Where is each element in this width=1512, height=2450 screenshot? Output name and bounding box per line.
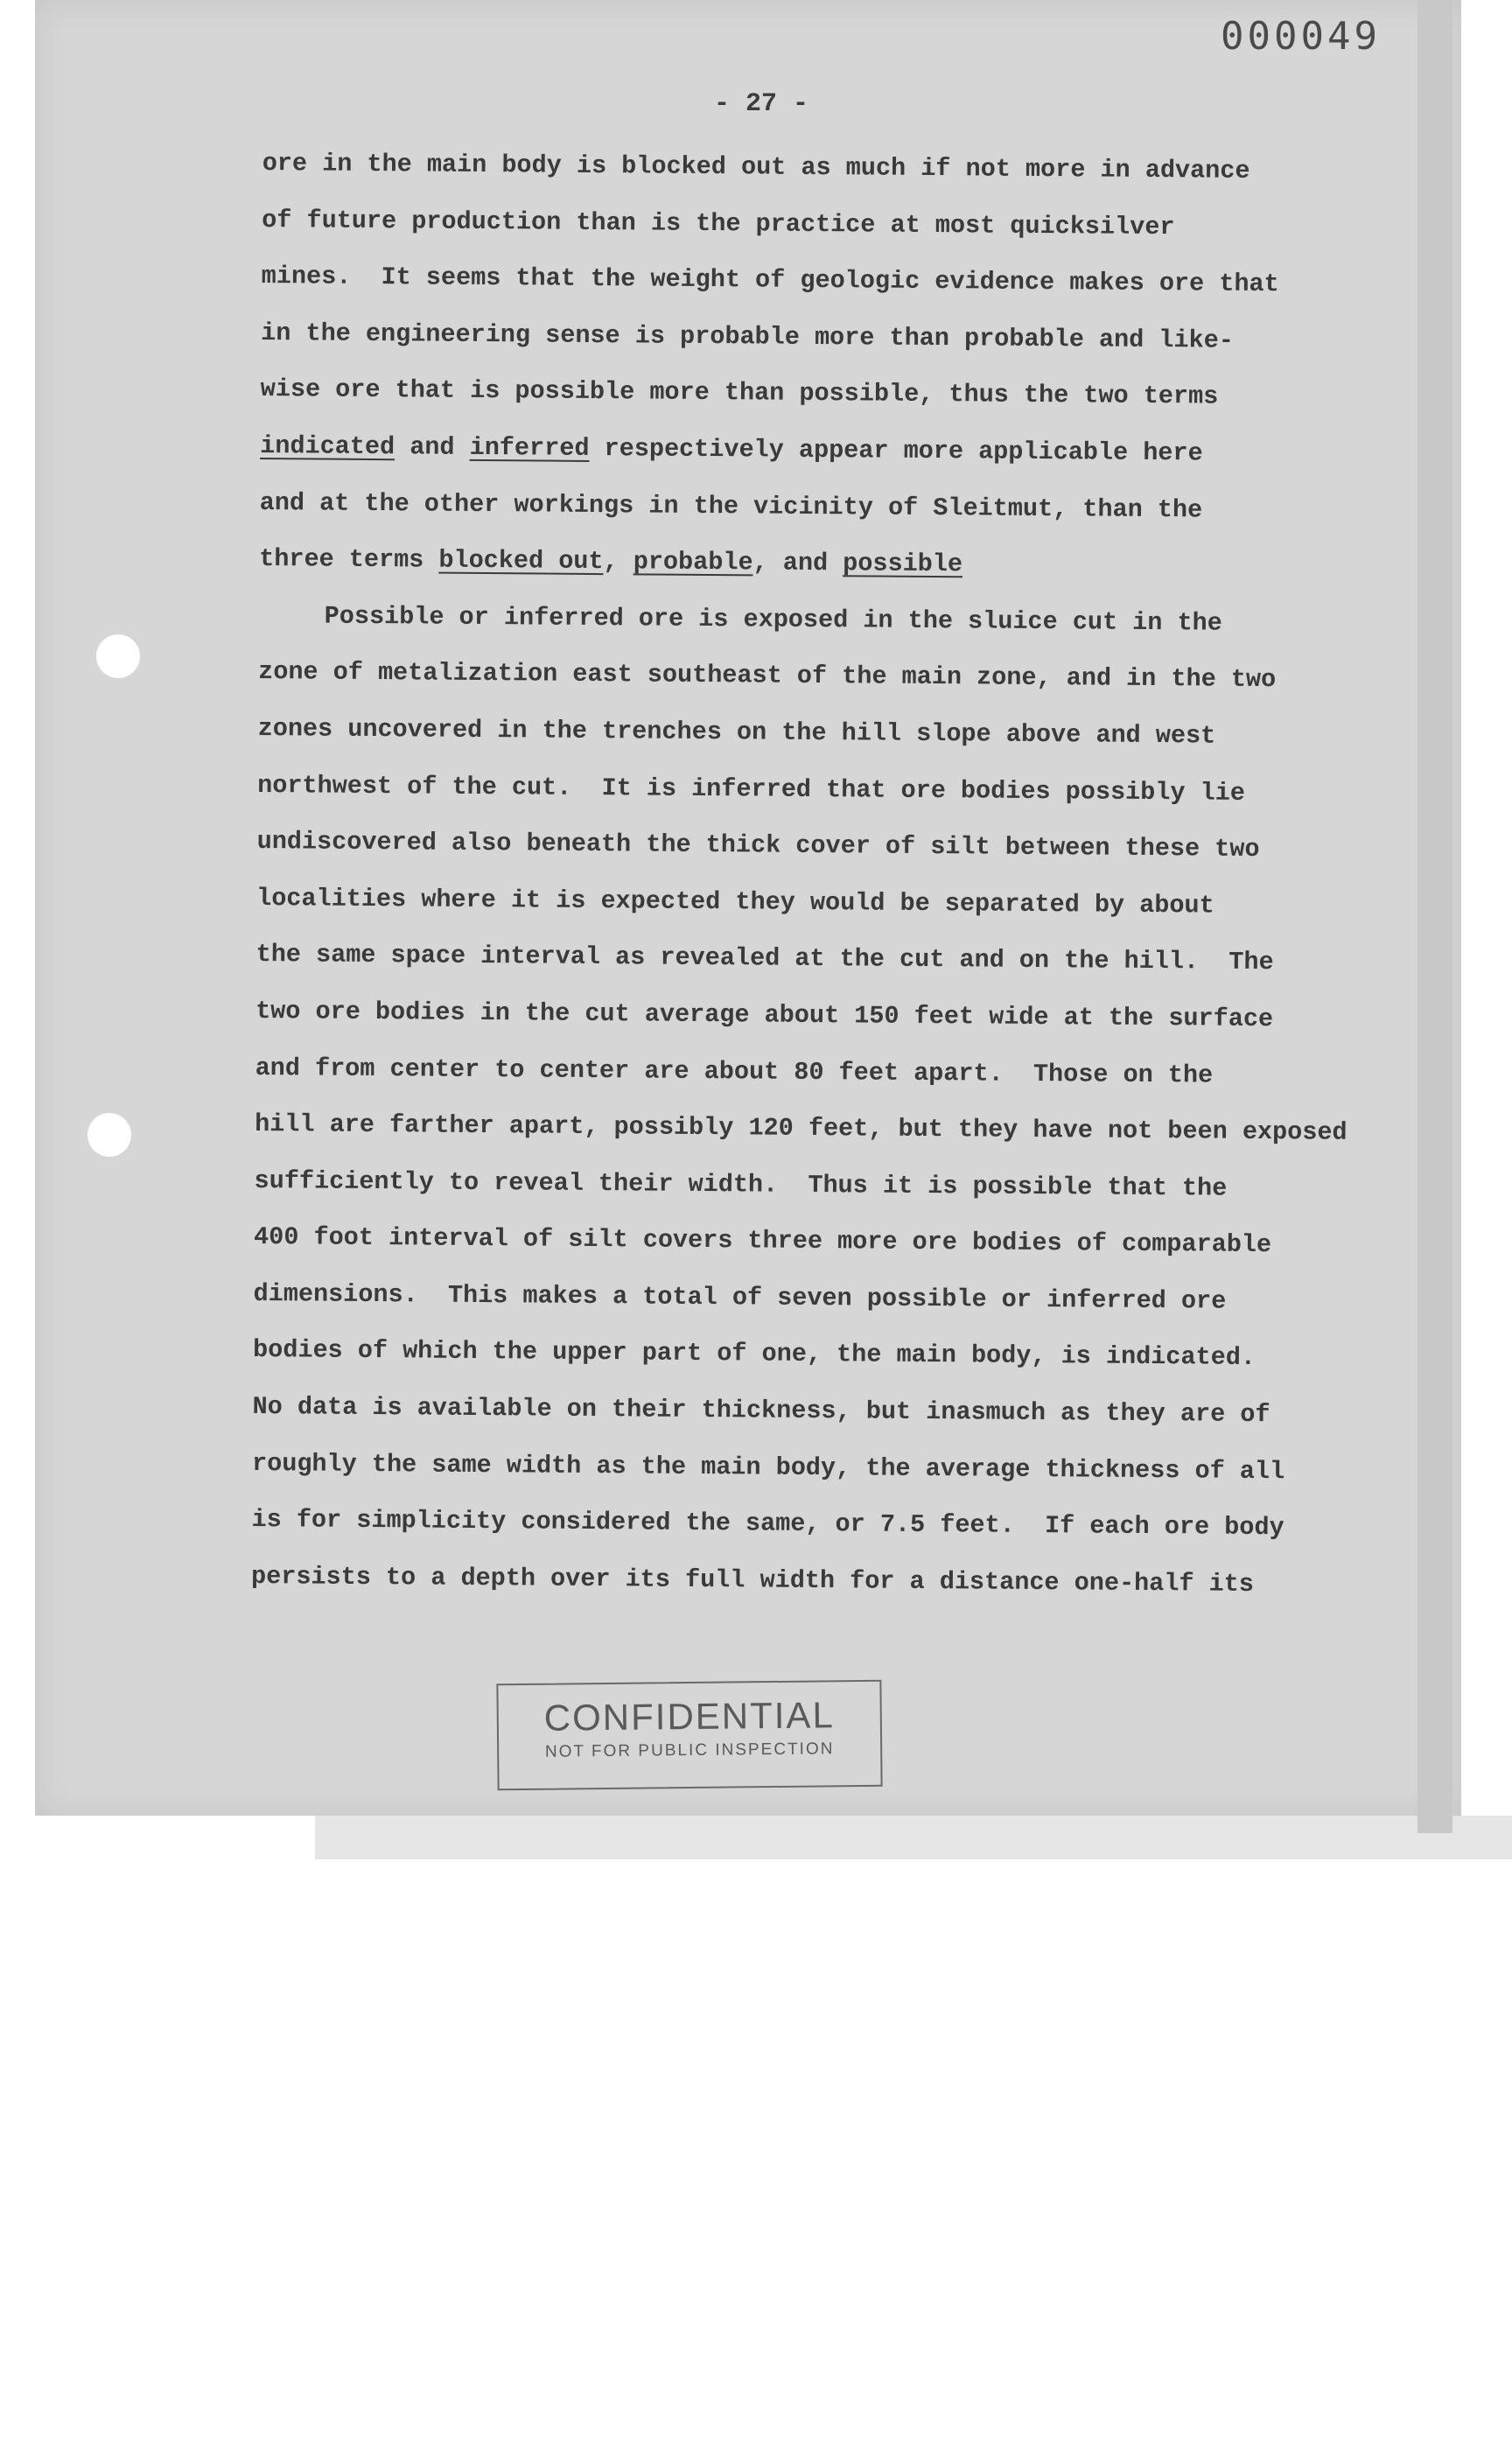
text-line xyxy=(255,1096,1357,1161)
text-segment: and from center to center are about 80 feet apart. Those on the xyxy=(255,1053,1214,1090)
text-line xyxy=(252,1379,1354,1444)
text-segment: persists to a depth over its full width for a distance one-half its xyxy=(250,1561,1255,1599)
text-segment: localities where it is expected they would be separated by about xyxy=(256,883,1214,920)
text-line xyxy=(261,248,1363,313)
underlined-term: indicated xyxy=(260,430,396,462)
document-number: 000049 xyxy=(1221,14,1381,59)
text-segment: in the engineering sense is probable more than probable and like- xyxy=(261,318,1235,355)
text-line xyxy=(259,475,1362,540)
text-line xyxy=(262,136,1364,200)
underlined-term: blocked out xyxy=(438,545,604,577)
text-line xyxy=(257,701,1360,766)
page-number: - 27 - xyxy=(713,89,809,119)
underlined-term: inferred xyxy=(469,432,590,463)
text-segment: respectively appear more applicable here xyxy=(589,433,1203,468)
text-line xyxy=(258,644,1361,709)
text-segment: wise ore that is possible more than possible, thus the two terms xyxy=(260,374,1219,411)
typed-body-text xyxy=(251,136,1365,1614)
text-segment: zone of metalization east southeast of the main zone, and in the two xyxy=(258,657,1277,695)
text-segment: undiscovered also beneath the thick cover of silt between these two xyxy=(256,827,1260,864)
text-segment: roughly the same width as the main body, the average thickness of all xyxy=(251,1448,1285,1486)
underlined-term: probable xyxy=(633,547,753,578)
text-line xyxy=(260,361,1362,426)
text-line xyxy=(254,1209,1356,1274)
text-segment: three terms xyxy=(259,544,439,575)
text-line xyxy=(259,531,1362,596)
text-segment: hill are farther apart, possibly 120 feet, but they have not been exposed xyxy=(254,1110,1348,1147)
text-segment: No data is available on their thickness, but inasmuch as they are of xyxy=(252,1392,1270,1430)
text-segment: two ore bodies in the cut average about 150 feet wide at the surface xyxy=(256,996,1274,1034)
text-segment: ore in the main body is blocked out as much if not more in advance xyxy=(262,148,1250,186)
punch-hole xyxy=(88,1113,131,1157)
text-line xyxy=(256,984,1358,1048)
text-line xyxy=(258,588,1361,653)
text-line xyxy=(252,1436,1354,1501)
text-line xyxy=(254,1153,1356,1218)
text-segment: mines. It seems that the weight of geologic evidence makes ore that xyxy=(261,262,1279,299)
stamp-title: CONFIDENTIAL xyxy=(543,1694,836,1739)
text-segment: 400 foot interval of silt covers three more ore bodies of comparable xyxy=(253,1222,1272,1260)
text-segment: northwest of the cut. It is inferred that ore bodies possibly lie xyxy=(257,770,1246,808)
text-segment: , and xyxy=(752,548,844,578)
punch-hole xyxy=(96,634,140,678)
text-line xyxy=(256,927,1358,991)
underlined-term: possible xyxy=(843,549,963,579)
text-segment: , xyxy=(603,547,634,577)
text-line xyxy=(256,871,1359,935)
text-line xyxy=(260,418,1362,483)
text-line xyxy=(253,1322,1355,1387)
text-segment: is for simplicity considered the same, or 7.5 feet. If each ore body xyxy=(251,1505,1284,1543)
text-segment: dimensions. This makes a total of seven possible or inferred ore xyxy=(253,1278,1227,1316)
text-line xyxy=(257,758,1360,822)
text-segment: zones uncovered in the trenches on the hill slope above and west xyxy=(257,713,1216,751)
text-line xyxy=(256,814,1359,878)
confidential-stamp xyxy=(496,1680,882,1791)
text-line xyxy=(251,1549,1354,1614)
text-segment: and xyxy=(395,432,470,462)
text-line xyxy=(262,192,1364,257)
stamp-subtitle: NOT FOR PUBLIC INSPECTION xyxy=(544,1740,835,1761)
text-segment: the same space interval as revealed at the cut and on the hill. The xyxy=(256,940,1274,977)
text-line xyxy=(255,1040,1357,1104)
scan-underlay xyxy=(315,1816,1512,1859)
text-segment: sufficiently to reveal their width. Thus it is possible that the xyxy=(254,1166,1228,1203)
text-line xyxy=(261,305,1363,370)
text-line xyxy=(253,1266,1355,1331)
text-segment: of future production than is the practice at most quicksilver xyxy=(262,205,1175,242)
text-segment: Possible or inferred ore is exposed in the sluice cut in the xyxy=(324,601,1222,638)
text-segment: and at the other workings in the vicinity of Sleitmut, than the xyxy=(259,487,1203,525)
text-line xyxy=(251,1492,1354,1557)
text-segment: bodies of which the upper part of one, the main body, is indicated. xyxy=(252,1335,1256,1373)
scan-edge xyxy=(1418,0,1452,1833)
